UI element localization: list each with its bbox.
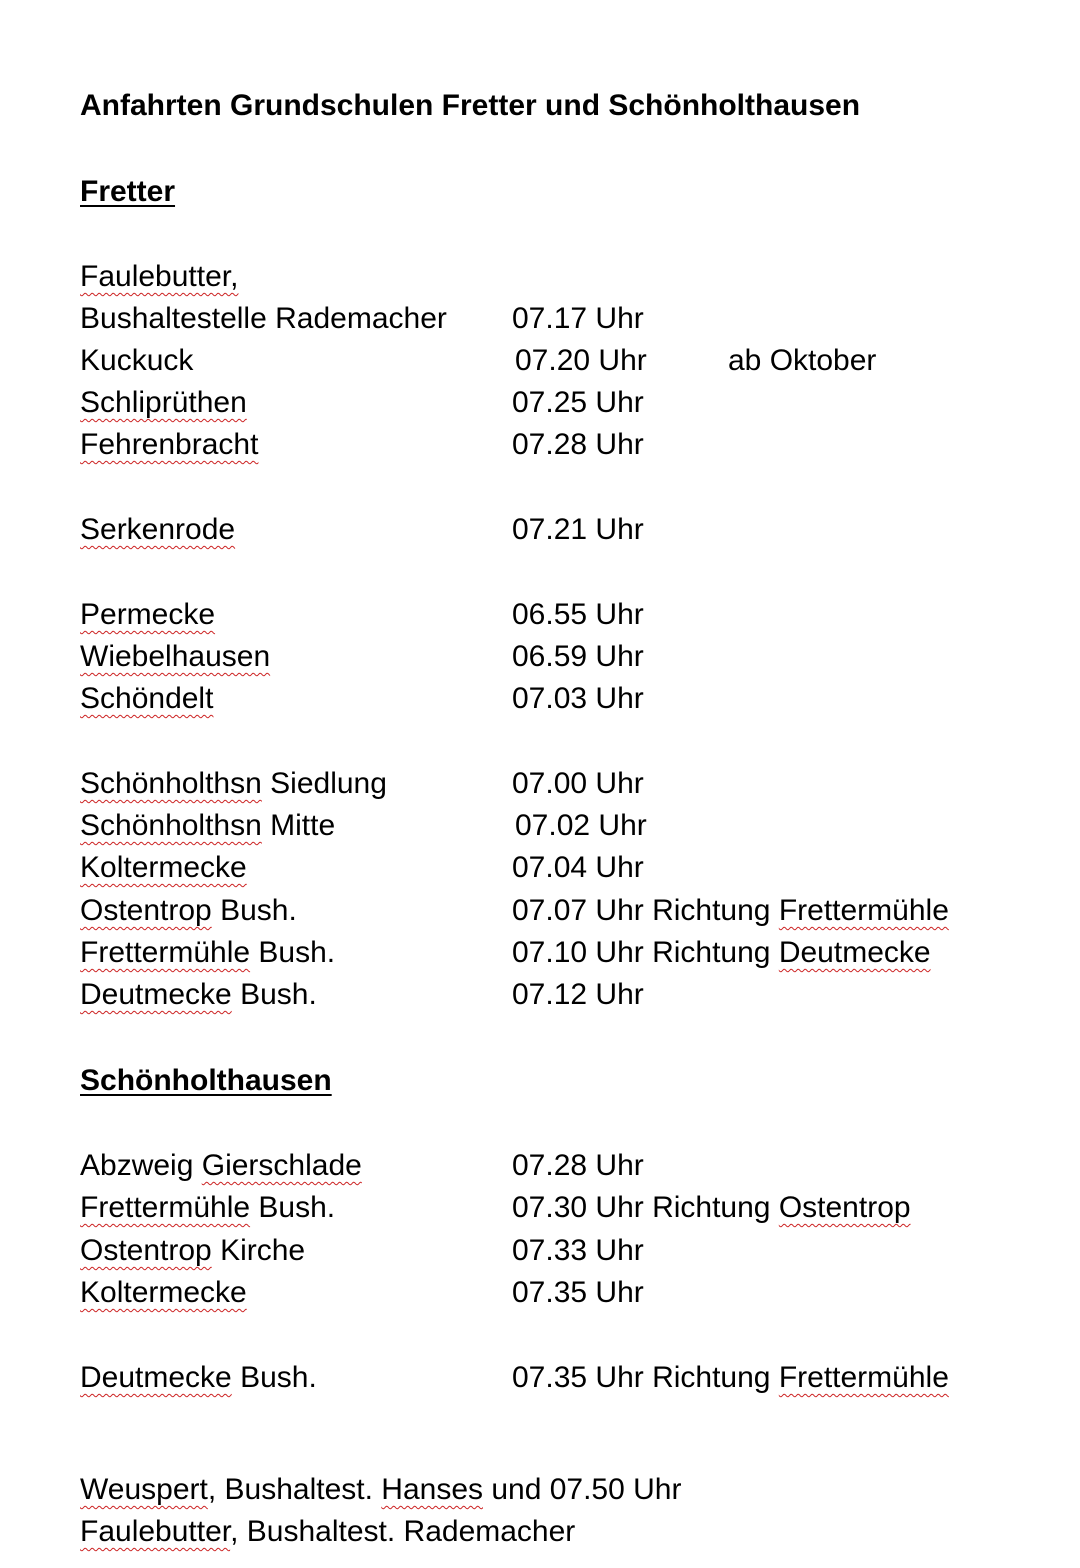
place-name-part: Abzweig (80, 1149, 202, 1182)
time-text: 07.10 Uhr Richtung (512, 936, 779, 969)
departure-time: 07.25 Uhr (512, 386, 644, 419)
place-name: Schliprüthen (80, 386, 247, 419)
departure-time (512, 932, 931, 974)
schedule-row (80, 424, 1020, 466)
place-name-part: Faulebutter (80, 1515, 231, 1548)
departure-time: 07.17 Uhr (512, 302, 644, 335)
place-name-part: Frettermühle (80, 1191, 251, 1224)
departure-time: 06.55 Uhr (512, 598, 644, 631)
departure-time (512, 1357, 949, 1399)
footer-line-2 (80, 1511, 575, 1553)
departure-time: 07.04 Uhr (512, 851, 644, 884)
place-name-part: Gierschlade (201, 1149, 362, 1182)
schedule-row (80, 1230, 1020, 1272)
text-part: , Bushaltest. (207, 1473, 382, 1506)
place-name-part: Deutmecke (80, 978, 232, 1011)
departure-time (512, 890, 949, 932)
place-name-part: Bush. (231, 978, 317, 1011)
place-name (80, 1230, 305, 1272)
place-name: Serkenrode (80, 513, 236, 546)
departure-time: 07.28 Uhr (512, 428, 644, 461)
place-name (80, 974, 317, 1016)
time-text: 07.07 Uhr Richtung (512, 894, 779, 927)
place-name-part: Ostentrop (80, 1234, 212, 1267)
schedule-row (80, 932, 1020, 974)
departure-time: 07.35 Uhr (512, 1276, 644, 1309)
departure-time: 07.03 Uhr (512, 682, 644, 715)
place-name-part: Ostentrop (80, 894, 212, 927)
schedule-row (80, 805, 1020, 847)
departure-time: 07.20 Uhr (515, 344, 647, 377)
footer-line-1 (80, 1469, 681, 1511)
schedule-row (80, 382, 1020, 424)
section-heading-schoenholthausen: Schönholthausen (80, 1064, 332, 1097)
place-name: Faulebutter, (80, 260, 239, 293)
schedule-row (80, 594, 1020, 636)
schedule-row (80, 298, 1020, 340)
place-name (80, 932, 335, 974)
place-name: Permecke (80, 598, 216, 631)
place-name-part: Bush. (231, 1361, 317, 1394)
schedule-row (80, 847, 1020, 889)
section-heading-fretter: Fretter (80, 175, 176, 208)
place-name: Wiebelhausen (80, 640, 271, 673)
schedule-row (80, 974, 1020, 1016)
text-part: und 07.50 Uhr (483, 1473, 682, 1506)
schedule-row (80, 1272, 1020, 1314)
departure-time: 07.21 Uhr (512, 513, 644, 546)
schedule-row (80, 1357, 1020, 1399)
intro-line (80, 256, 238, 298)
place-name (80, 763, 387, 805)
place-name-part: Deutmecke (80, 1361, 232, 1394)
schedule-row (80, 678, 1020, 720)
place-name (80, 1187, 335, 1229)
time-text: 07.30 Uhr Richtung (512, 1191, 779, 1224)
place-name: Koltermecke (80, 851, 247, 884)
time-text: 07.35 Uhr Richtung (512, 1361, 779, 1394)
place-name (80, 1357, 317, 1399)
place-name: Fehrenbracht (80, 428, 259, 461)
schedule-row (80, 763, 1020, 805)
place-name: Schöndelt (80, 682, 214, 715)
departure-time: 07.02 Uhr (515, 809, 647, 842)
place-name-part: Schönholthsn (80, 767, 262, 800)
departure-time (512, 1187, 911, 1229)
departure-time: 07.33 Uhr (512, 1234, 644, 1267)
place-name-part: Bush. (211, 894, 297, 927)
place-name (80, 890, 297, 932)
destination-name: Deutmecke (778, 936, 931, 969)
schedule-row (80, 509, 1020, 551)
row-note: ab Oktober (728, 344, 877, 377)
destination-name: Frettermühle (778, 894, 949, 927)
schedule-row (80, 636, 1020, 678)
place-name-part: Hanses (381, 1473, 483, 1506)
place-name-part: Weuspert (80, 1473, 208, 1506)
schedule-row (80, 890, 1020, 932)
place-name-part: Siedlung (261, 767, 387, 800)
destination-name: Frettermühle (778, 1361, 949, 1394)
departure-time: 07.28 Uhr (512, 1149, 644, 1182)
place-name-part: Frettermühle (80, 936, 251, 969)
place-name: Koltermecke (80, 1276, 247, 1309)
destination-name: Ostentrop (778, 1191, 911, 1224)
place-name-part: Schönholthsn (80, 809, 262, 842)
place-name (80, 805, 335, 847)
schedule-row (80, 1145, 1020, 1187)
place-name-part: Mitte (261, 809, 336, 842)
schedule-row (80, 340, 1020, 382)
document-title: Anfahrten Grundschulen Fretter und Schönholthausen (80, 89, 861, 122)
departure-time: 07.12 Uhr (512, 978, 644, 1011)
place-name: Bushaltestelle Rademacher (80, 302, 447, 335)
departure-time: 06.59 Uhr (512, 640, 644, 673)
place-name (80, 1145, 362, 1187)
place-name: Kuckuck (80, 344, 194, 377)
schedule-row (80, 1187, 1020, 1229)
place-name-part: Kirche (211, 1234, 306, 1267)
place-name-part: Bush. (250, 1191, 336, 1224)
departure-time: 07.00 Uhr (512, 767, 644, 800)
place-name-part: Bush. (250, 936, 336, 969)
text-part: , Bushaltest. Rademacher (230, 1515, 576, 1548)
